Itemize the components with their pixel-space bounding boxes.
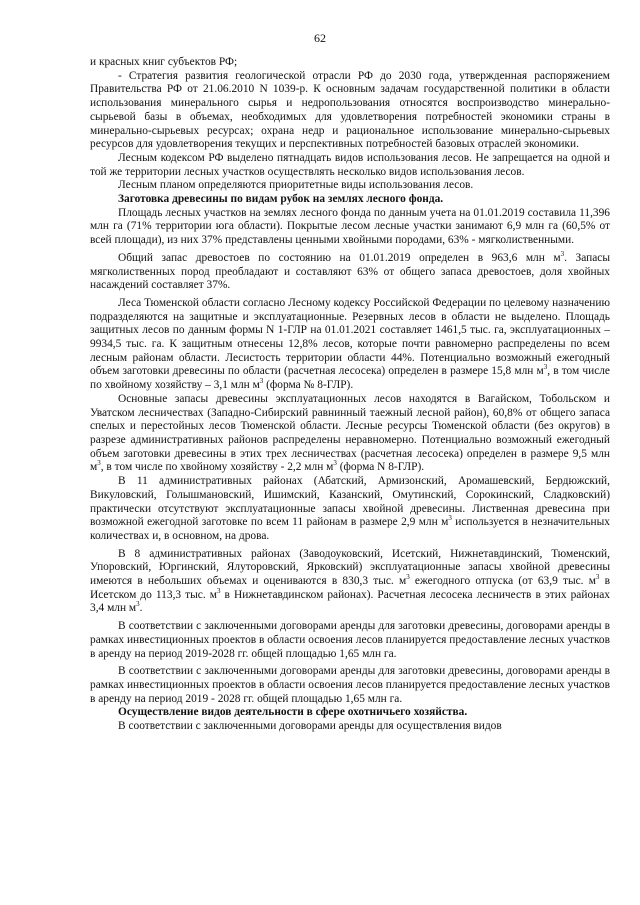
paragraph: В 11 административных районах (Абатский, Армизонский, Аромашевский, Бердюжский, Викуловский, Голышмановский, Ишимский, Казанский, Омутинский, Сорокинский, Сладковский) практически отсутствуют эксплуатационные запасы хвойной древесины. Лиственная древесина при возможной ежегодной заготовке по всем 11 районам в размере 2,9 млн $м^3$ используется в незначительных количествах и, в основном, на дрова. xyxy=(90,475,610,542)
section-heading: Заготовка древесины по видам рубок на землях лесного фонда. xyxy=(118,193,444,206)
paragraph: В 8 административных районах (Заводоуковский, Исетский, Нижнетавдинский, Тюменский, Упоровский, Юргинский, Ялуторовский, Ярковский) эксплуатационные запасы хвойной древесины имеются в небольших объемах и оцениваются в 830,3 тыс. $м^3$ ежегодного отпуска (от 63,9 тыс. $м^3$ в Исетском до 113,3 тыс. $м^3$ в Нижнетавдинском районах). Расчетная лесосека лесничеств в этих районах 3,4 млн $м^3$. xyxy=(90,547,611,615)
paragraph: В соответствии с заключенными договорами аренды для заготовки древесины, договорами аренды в рамках инвестиционных проектов в области освоения лесов планируется предоставление лесных участков в аренду на период 2019 - 2028 гг. общей площадью 1,65 млн га. xyxy=(90,665,610,705)
paragraph: Лесным кодексом РФ выделено пятнадцать видов использования лесов. Не запрещается на одной и той же территории лесных участков осуществлять несколько видов использования лесов. xyxy=(90,151,610,178)
section-heading: Осуществление видов деятельности в сфере охотничьего хозяйства. xyxy=(118,706,468,719)
paragraph: и красных книг субъектов РФ; xyxy=(90,56,238,68)
document-body xyxy=(90,56,610,734)
paragraph: Общий запас древостоев по состоянию на 01.01.2019 определен в 963,6 млн $м^3$. Запасы мягколиственных пород преобладают и составляют 63% от общего запаса древостоев, доля хвойных насаждений составляет 37%. xyxy=(90,250,610,292)
paragraph: - Стратегия развития геологической отрасли РФ до 2030 года, утвержденная распоряжением Правительства РФ от 21.06.2010 N 1039-р. К основным задачам государственной политики в области использования минерального сырья и недропользования относятся воспроизводство минерально-сырьевой базы в объемах, необходимых для удовлетворения потребностей экономики страны в минерально-сырьевых ресурсах; охрана недр и рациональное использование минерально-сырьевых ресурсов для удовлетворения текущих и перспективных потребностей базовых отраслей экономики. xyxy=(90,69,610,151)
paragraph: Основные запасы древесины эксплуатационных лесов находятся в Вагайском, Тобольском и Уватском лесничествах (Западно-Сибирский равнинный таежный лесной район), 60,8% от общего запаса спелых и перестойных лесов Тюменской области. Лесные ресурсы Тюменской области (без округов) в разрезе административных районов распределены неравномерно. Потенциально возможный ежегодный объем заготовки древесины в этих трех лесничествах (расчетная лесосека) определен в размере 9,5 млн $м^3$, в том числе по хвойному хозяйству - 2,2 млн $м^3$ (форма N 8-ГЛР). xyxy=(90,392,610,474)
page-number: 62 xyxy=(314,31,326,45)
paragraph: Площадь лесных участков на землях лесного фонда по данным учета на 01.01.2019 составила 11,396 млн га (71% территории юга области). Покрытые лесом лесные участки занимают 6,9 млн га (60,5% от всей площади), из них 37% представлены ценными хвойными породами, 63% - мягколиственными. xyxy=(90,206,610,247)
paragraph: Лесным планом определяются приоритетные виды использования лесов. xyxy=(118,179,474,192)
paragraph: Леса Тюменской области согласно Лесному кодексу Российской Федерации по целевому назначению подразделяются на защитные и эксплуатационные. Резервных лесов в области не выделено. Площадь защитных лесов по данным формы N 1-ГЛР на 01.01.2021 составляет 1461,5 тыс. га, эксплуатационных – 9934,5 тыс. га. К защитным отнесены 12,8% лесов, которые почти равномерно распределены по всем лесным районам области. Лесистость территории области 44%. Потенциально возможный ежегодный объем заготовки древесины по области (расчетная лесосека) определен в размере 15,8 млн $м^3$, в том числе по хвойному хозяйству – 3,1 млн $м^3$ (форма № 8-ГЛР). xyxy=(90,296,610,392)
paragraph: В соответствии с заключенными договорами аренды для осуществления видов xyxy=(118,720,502,733)
paragraph: В соответствии с заключенными договорами аренды для заготовки древесины, договорами аренды в рамках инвестиционных проектов в области освоения лесов планируется предоставление лесных участков в аренду на период 2019-2028 гг. общей площадью 1,65 млн га. xyxy=(90,620,610,660)
